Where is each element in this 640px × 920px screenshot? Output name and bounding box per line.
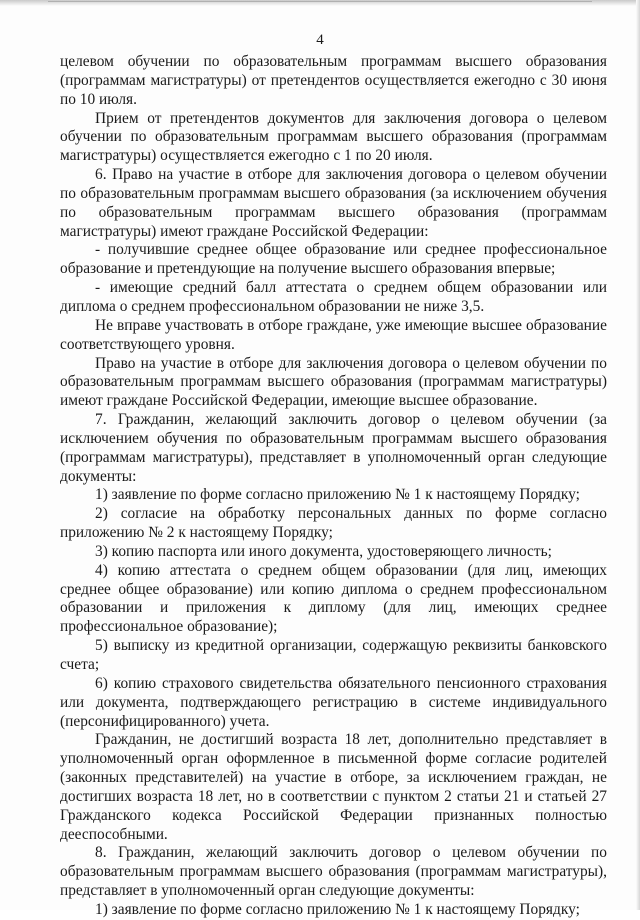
document-body <box>60 53 607 920</box>
paragraph: Не вправе участвовать в отборе граждане, уже имеющие высшее образование соответствующего уровня. <box>60 316 607 353</box>
paragraph: Прием от претендентов документов для заключения договора о целевом обучении по образовательным программам высшего образования (программам магистратуры) осуществляется ежегодно с 1 по 20 июля. <box>60 109 607 165</box>
list-item: 3) копию паспорта или иного документа, удостоверяющего личность; <box>95 542 552 560</box>
list-item: 5) выписку из кредитной организации, содержащую реквизиты банковского счета; <box>60 637 607 673</box>
list-item: - получившие среднее общее образование или среднее профессиональное образование и претендующие на получение высшего образования впервые; <box>60 241 607 278</box>
list-item: 6) копию страхового свидетельства обязательного пенсионного страхования или документа, подтверждающего регистрацию в системе индивидуального (персонифицированного) учета. <box>60 674 607 730</box>
scan-edge-top <box>0 0 640 6</box>
scan-edge-right <box>636 0 640 910</box>
paragraph: 7. Гражданин, желающий заключить договор о целевом обучении (за исключением обучения по образовательным программам высшего образования (программам магистратуры), представляет в уполномоченный орган следующие документы: <box>60 411 607 485</box>
list-item: 2) согласие на обработку персональных данных по форме согласно приложению № 2 к настоящему Порядку; <box>60 505 607 542</box>
list-item: 1) заявление по форме согласно приложению № 1 к настоящему Порядку; <box>95 486 580 504</box>
list-item: 1) заявление по форме согласно приложению № 1 к настоящему Порядку; <box>95 900 580 918</box>
paragraph: 6. Право на участие в отборе для заключения договора о целевом обучении по образовательным программам высшего образования (за исключением обучения по образовательным программам высшего образования (программам магистратуры) имеют граждане Российской Федерации: <box>60 166 607 240</box>
paragraph: Право на участие в отборе для заключения договора о целевом обучении по образовательным программам высшего образования (программам магистратуры) имеют граждане Российской Федерации, имеющие высшее образование. <box>60 354 607 410</box>
scan-line <box>48 1 592 2</box>
page-number: 4 <box>316 32 324 48</box>
paragraph: 8. Гражданин, желающий заключить договор о целевом обучении по образовательным программам высшего образования (программам магистратуры), представляет в уполномоченный орган следующие документы: <box>60 844 607 900</box>
paragraph: Гражданин, не достигший возраста 18 лет, дополнительно представляет в уполномоченный орган оформленное в письменной форме согласие родителей (законных представителей) на участие в отборе, за исключением граждан, не достигших возраста 18 лет, но в соответствии с пунктом 2 статьи 21 и статьей 27 Гражданского кодекса Российской Федерации признанных полностью дееспособными. <box>60 731 607 843</box>
list-item: 4) копию аттестата о среднем общем образовании (для лиц, имеющих среднее общее образование) или копию диплома о среднем профессиональном образовании и приложения к диплому (для лиц, имеющих среднее профессиональное образование); <box>60 561 607 636</box>
list-item: - имеющие средний балл аттестата о среднем общем образовании или диплома о среднем профессиональном образовании не ниже 3,5. <box>60 279 607 315</box>
paragraph: целевом обучении по образовательным программам высшего образования (программам магистратуры) от претендентов осуществляется ежегодно с 30 июня по 10 июля. <box>60 53 607 108</box>
